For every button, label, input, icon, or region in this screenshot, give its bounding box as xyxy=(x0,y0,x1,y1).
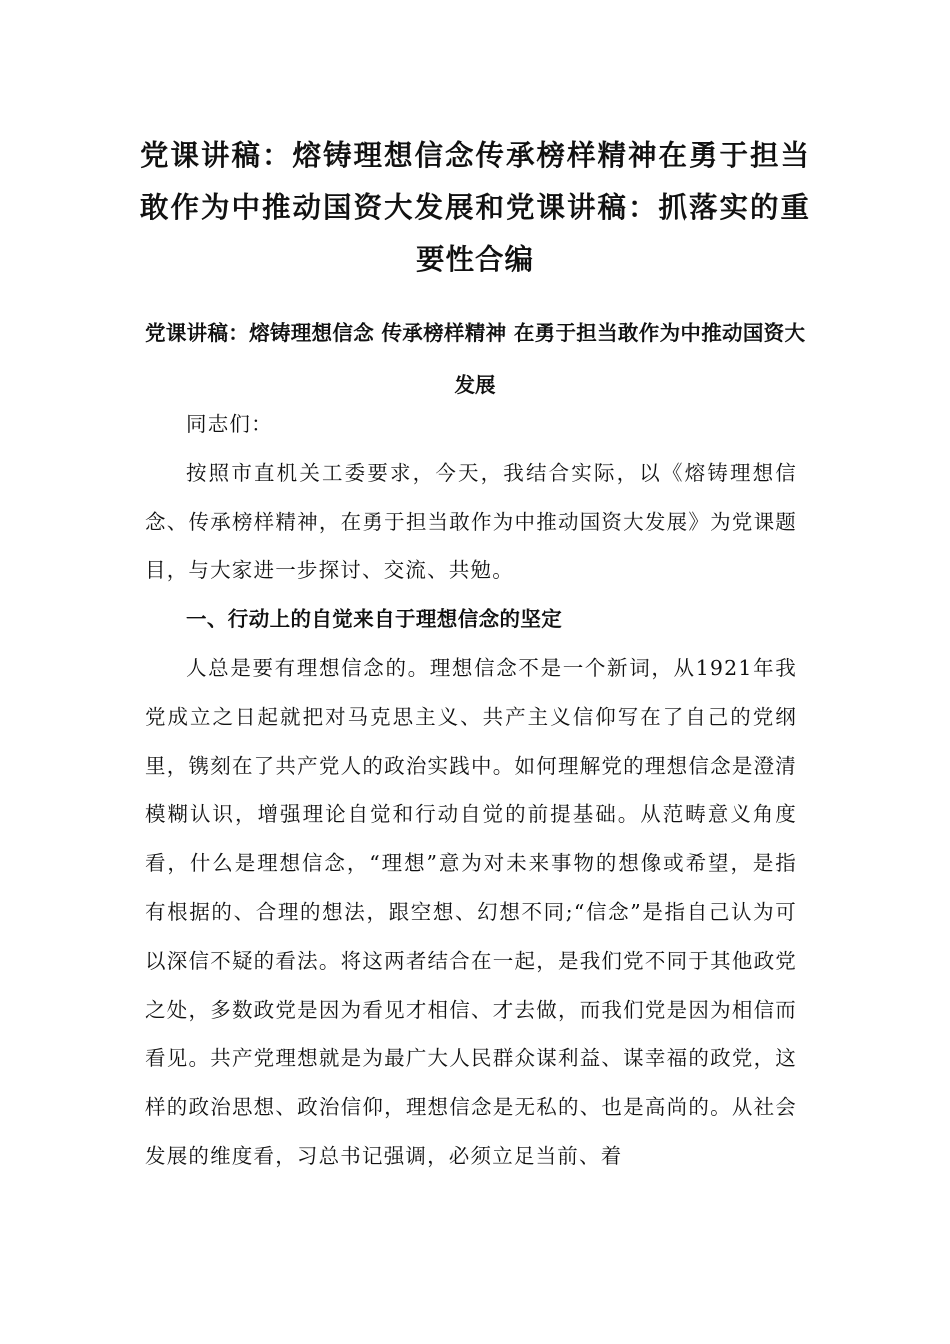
section-heading: 一、行动上的自觉来自于理想信念的坚定 xyxy=(186,607,563,632)
speech-title: 党课讲稿：熔铸理想信念 传承榜样精神 在勇于担当敢作为中推动国资大发展 xyxy=(145,321,805,397)
greeting-paragraph: 同志们： xyxy=(186,412,273,436)
document-body xyxy=(145,400,797,1181)
intro-paragraph: 按照市直机关工委要求，今天，我结合实际，以《熔铸理想信念、传承榜样精神，在勇于担当敢作为中推动国资大发展》为党课题目，与大家进一步探讨、交流、共勉。 xyxy=(145,460,797,583)
body-paragraph: 人总是要有理想信念的。理想信念不是一个新词，从1921年我党成立之日起就把对马克思主义、共产主义信仰写在了自己的党纲里，镌刻在了共产党人的政治实践中。如何理解党的理想信念是澄清模糊认识，增强理论自觉和行动自觉的前提基础。从范畴意义角度看，什么是理想信念，“理想”意为对未来事物的想像或希望，是指有根据的、合理的想法，跟空想、幻想不同;“信念”是指自己认为可以深信不疑的看法。将这两者结合在一起，是我们党不同于其他政党之处，多数政党是因为看见才相信、才去做，而我们党是因为相信而看见。共产党理想就是为最广大人民群众谋利益、谋幸福的政党，这样的政治思想、政治信仰，理想信念是无私的、也是高尚的。从社会发展的维度看，习总书记强调，必须立足当前、着 xyxy=(145,655,797,1168)
document-title: 党课讲稿：熔铸理想信念传承榜样精神在勇于担当敢作为中推动国资大发展和党课讲稿：抓落实的重要性合编 xyxy=(140,139,810,276)
